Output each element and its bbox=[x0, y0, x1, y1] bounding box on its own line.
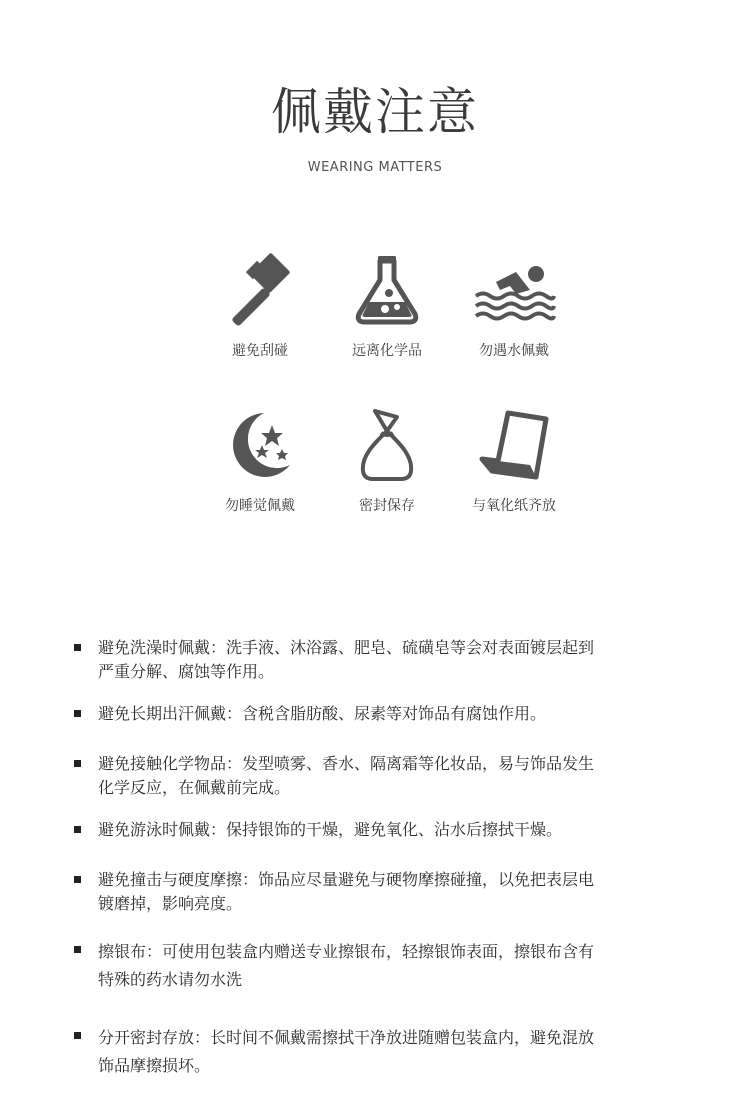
pouch-icon bbox=[347, 405, 427, 485]
page-subtitle: WEARING MATTERS bbox=[307, 160, 443, 175]
note-line: 严重分解、腐蚀等作用。 bbox=[98, 662, 275, 681]
care-item-no-sleep bbox=[195, 405, 325, 515]
paper-icon bbox=[474, 405, 554, 485]
bullet-icon bbox=[74, 710, 81, 717]
page-title: 佩戴注意 bbox=[271, 83, 479, 141]
care-item-label: 避免刮碰 bbox=[232, 343, 288, 359]
care-item-no-water bbox=[449, 250, 579, 360]
swimmer-icon bbox=[472, 250, 556, 330]
care-item-label: 与氧化纸齐放 bbox=[472, 498, 556, 514]
note-item bbox=[70, 938, 680, 994]
note-line: 镀磨掉，影响亮度。 bbox=[98, 894, 243, 913]
hammer-icon bbox=[220, 250, 300, 330]
note-line: 避免撞击与硬度摩擦：饰品应尽量避免与硬物摩擦碰撞，以免把表层电 bbox=[98, 870, 595, 889]
care-item-label: 密封保存 bbox=[359, 498, 415, 514]
note-item bbox=[70, 636, 680, 680]
bullet-icon bbox=[74, 946, 81, 953]
note-item bbox=[70, 752, 680, 796]
bullet-icon bbox=[74, 760, 81, 767]
note-line: 特殊的药水请勿水洗 bbox=[98, 970, 243, 989]
flask-icon bbox=[347, 250, 427, 330]
note-item bbox=[70, 868, 680, 912]
care-item-oxidation-paper bbox=[449, 405, 579, 515]
bullet-icon bbox=[74, 1032, 81, 1039]
note-line: 避免长期出汗佩戴：含税含脂肪酸、尿素等对饰品有腐蚀作用。 bbox=[98, 704, 547, 723]
care-item-away-chemicals bbox=[322, 250, 452, 360]
note-item bbox=[70, 702, 680, 726]
note-line: 饰品摩擦损坏。 bbox=[98, 1056, 211, 1075]
moon-stars-icon bbox=[220, 405, 300, 485]
bullet-icon bbox=[74, 826, 81, 833]
care-item-label: 勿遇水佩戴 bbox=[479, 343, 549, 359]
note-line: 化学反应，在佩戴前完成。 bbox=[98, 778, 291, 797]
note-line: 避免游泳时佩戴：保持银饰的干燥，避免氧化、沾水后擦拭干燥。 bbox=[98, 820, 563, 839]
note-line: 避免洗澡时佩戴：洗手液、沐浴露、肥皂、硫磺皂等会对表面镀层起到 bbox=[98, 638, 595, 657]
care-item-label: 勿睡觉佩戴 bbox=[225, 498, 295, 514]
care-item-sealed-storage bbox=[322, 405, 452, 515]
care-notes-list bbox=[70, 636, 680, 1080]
care-item-avoid-scratch bbox=[195, 250, 325, 360]
note-line: 擦银布：可使用包装盒内赠送专业擦银布，轻擦银饰表面，擦银布含有 bbox=[98, 942, 595, 961]
note-line: 避免接触化学物品：发型喷雾、香水、隔离霜等化妆品，易与饰品发生 bbox=[98, 754, 595, 773]
care-item-label: 远离化学品 bbox=[352, 343, 422, 359]
bullet-icon bbox=[74, 644, 81, 651]
note-item bbox=[70, 1024, 680, 1080]
note-line: 分开密封存放：长时间不佩戴需擦拭干净放进随赠包装盒内，避免混放 bbox=[98, 1028, 595, 1047]
bullet-icon bbox=[74, 876, 81, 883]
note-item bbox=[70, 818, 680, 842]
